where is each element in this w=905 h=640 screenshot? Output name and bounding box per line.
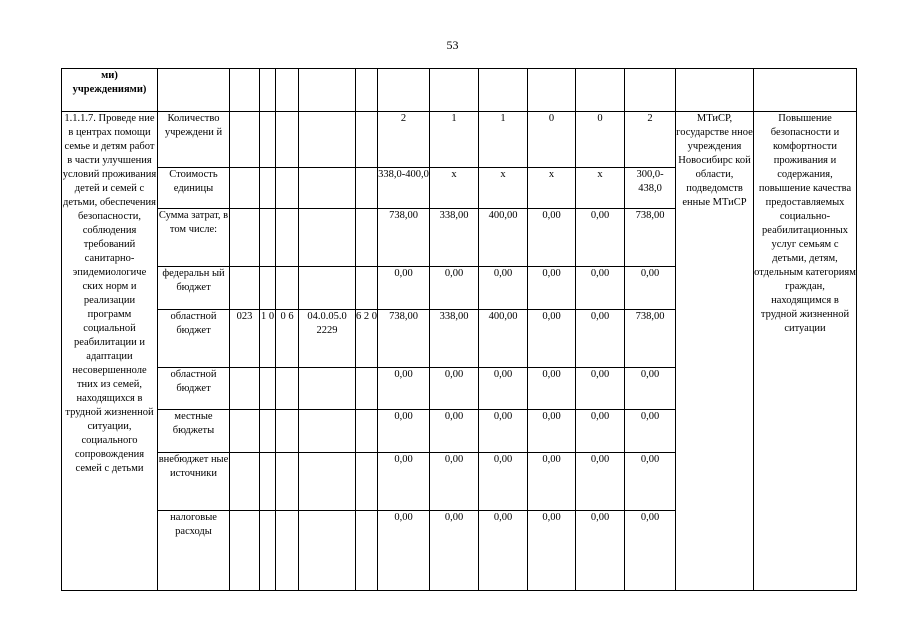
value-cell: 1 [479, 112, 528, 168]
value-cell: x [430, 168, 479, 209]
value-cell: 0,00 [528, 267, 576, 310]
code-cell: 023 [230, 310, 260, 368]
value-cell: 0,00 [479, 368, 528, 410]
code-cell [356, 410, 378, 453]
value-cell: 0,00 [430, 267, 479, 310]
value-cell: 0,00 [528, 511, 576, 591]
value-cell: 0,00 [576, 511, 625, 591]
code-cell [299, 112, 356, 168]
indicator-cell: Количество учреждени й [158, 112, 230, 168]
data-row [62, 112, 857, 168]
indicator-cell: областной бюджет [158, 310, 230, 368]
code-cell [230, 267, 260, 310]
code-cell [260, 368, 276, 410]
code-cell [230, 410, 260, 453]
indicator-cell: областной бюджет [158, 368, 230, 410]
code-cell [299, 267, 356, 310]
code-cell [230, 511, 260, 591]
activity-name: 1.1.1.7. Проведе ние в центрах помощи семье и детям работ в части улучшения условий проживания детей и семей с детьми, обеспечения безопасности, соблюдения требований санитарно-эпидемиологиче ских норм и реализации программ социальной реабилитации и адаптации несовершенноле тних из семей, находящихся в трудной жизненной ситуации, социального сопровождения семей с детьми [62, 112, 158, 591]
value-cell: 1 [430, 112, 479, 168]
value-cell: 0,00 [528, 209, 576, 267]
code-cell [260, 168, 276, 209]
value-cell: 0,00 [378, 267, 430, 310]
code-cell [356, 112, 378, 168]
value-cell: 0,00 [378, 453, 430, 511]
value-cell: 0,00 [576, 368, 625, 410]
code-cell [230, 168, 260, 209]
indicator-cell: налоговые расходы [158, 511, 230, 591]
code-cell [260, 112, 276, 168]
code-cell [230, 209, 260, 267]
code-cell [230, 368, 260, 410]
page-number: 53 [446, 38, 459, 52]
value-cell: 0,00 [528, 410, 576, 453]
indicator-cell: федеральн ый бюджет [158, 267, 230, 310]
value-cell: 2 [378, 112, 430, 168]
program-table [61, 68, 857, 591]
value-cell: 0,00 [479, 410, 528, 453]
code-cell: 6 2 0 [356, 310, 378, 368]
code-cell [299, 410, 356, 453]
executor-cell: МТиСР, государстве нное учреждения Новосибирс кой области, подведомств енные МТиСР [676, 112, 754, 591]
continuation-row [62, 69, 857, 112]
code-cell [276, 267, 299, 310]
code-cell [260, 209, 276, 267]
code-cell [276, 112, 299, 168]
code-cell [260, 511, 276, 591]
value-cell: x [576, 168, 625, 209]
continuation-line-2: учреждениями) [72, 84, 147, 95]
indicator-cell: местные бюджеты [158, 410, 230, 453]
value-cell: 0,00 [528, 453, 576, 511]
value-cell: 338,00 [430, 310, 479, 368]
value-cell: 400,00 [479, 209, 528, 267]
code-cell [356, 168, 378, 209]
value-cell: 0,00 [479, 511, 528, 591]
code-cell [276, 368, 299, 410]
code-cell [230, 112, 260, 168]
code-cell [276, 410, 299, 453]
value-cell: 0,00 [625, 267, 676, 310]
value-cell: 0,00 [528, 310, 576, 368]
value-cell: 0 [576, 112, 625, 168]
value-cell: 338,0-400,0 [378, 168, 430, 209]
value-cell: 0,00 [576, 267, 625, 310]
value-cell: x [479, 168, 528, 209]
code-cell [356, 453, 378, 511]
code-cell [356, 368, 378, 410]
value-cell: 0,00 [430, 368, 479, 410]
value-cell: 0 [528, 112, 576, 168]
code-cell [276, 209, 299, 267]
value-cell: 0,00 [625, 368, 676, 410]
value-cell: 0,00 [576, 410, 625, 453]
value-cell: 0,00 [625, 511, 676, 591]
code-cell [299, 511, 356, 591]
code-cell: 04.0.05.0 2229 [299, 310, 356, 368]
result-cell: Повышение безопасности и комфортности проживания и содержания, повышение качества предоставляемых социально-реабилитационных услуг семьям с детьми, детям, отдельным категориям граждан, находящимся в трудной жизненной ситуации [754, 112, 857, 591]
code-cell: 0 6 [276, 310, 299, 368]
indicator-cell: Стоимость единицы [158, 168, 230, 209]
value-cell: 0,00 [625, 410, 676, 453]
value-cell: 400,00 [479, 310, 528, 368]
value-cell: 0,00 [625, 453, 676, 511]
indicator-cell: Сумма затрат, в том числе: [158, 209, 230, 267]
code-cell [299, 168, 356, 209]
value-cell: x [528, 168, 576, 209]
continuation-cell [62, 69, 158, 112]
value-cell: 2 [625, 112, 676, 168]
value-cell: 738,00 [378, 310, 430, 368]
code-cell [230, 453, 260, 511]
code-cell [299, 368, 356, 410]
code-cell [276, 453, 299, 511]
indicator-cell: внебюджет ные источники [158, 453, 230, 511]
code-cell [260, 453, 276, 511]
value-cell: 0,00 [430, 410, 479, 453]
code-cell [260, 410, 276, 453]
value-cell: 0,00 [479, 267, 528, 310]
value-cell: 300,0-438,0 [625, 168, 676, 209]
code-cell [276, 168, 299, 209]
code-cell [356, 209, 378, 267]
code-cell [299, 209, 356, 267]
value-cell: 0,00 [430, 511, 479, 591]
code-cell [260, 267, 276, 310]
value-cell: 338,00 [430, 209, 479, 267]
value-cell: 738,00 [378, 209, 430, 267]
value-cell: 0,00 [576, 209, 625, 267]
value-cell: 738,00 [625, 310, 676, 368]
code-cell [276, 511, 299, 591]
value-cell: 0,00 [479, 453, 528, 511]
value-cell: 0,00 [430, 453, 479, 511]
value-cell: 0,00 [528, 368, 576, 410]
continuation-line-1: ми) [101, 70, 118, 81]
value-cell: 0,00 [576, 453, 625, 511]
code-cell [299, 453, 356, 511]
code-cell [356, 511, 378, 591]
value-cell: 0,00 [576, 310, 625, 368]
value-cell: 0,00 [378, 368, 430, 410]
value-cell: 0,00 [378, 410, 430, 453]
value-cell: 738,00 [625, 209, 676, 267]
value-cell: 0,00 [378, 511, 430, 591]
code-cell [356, 267, 378, 310]
code-cell: 1 0 [260, 310, 276, 368]
